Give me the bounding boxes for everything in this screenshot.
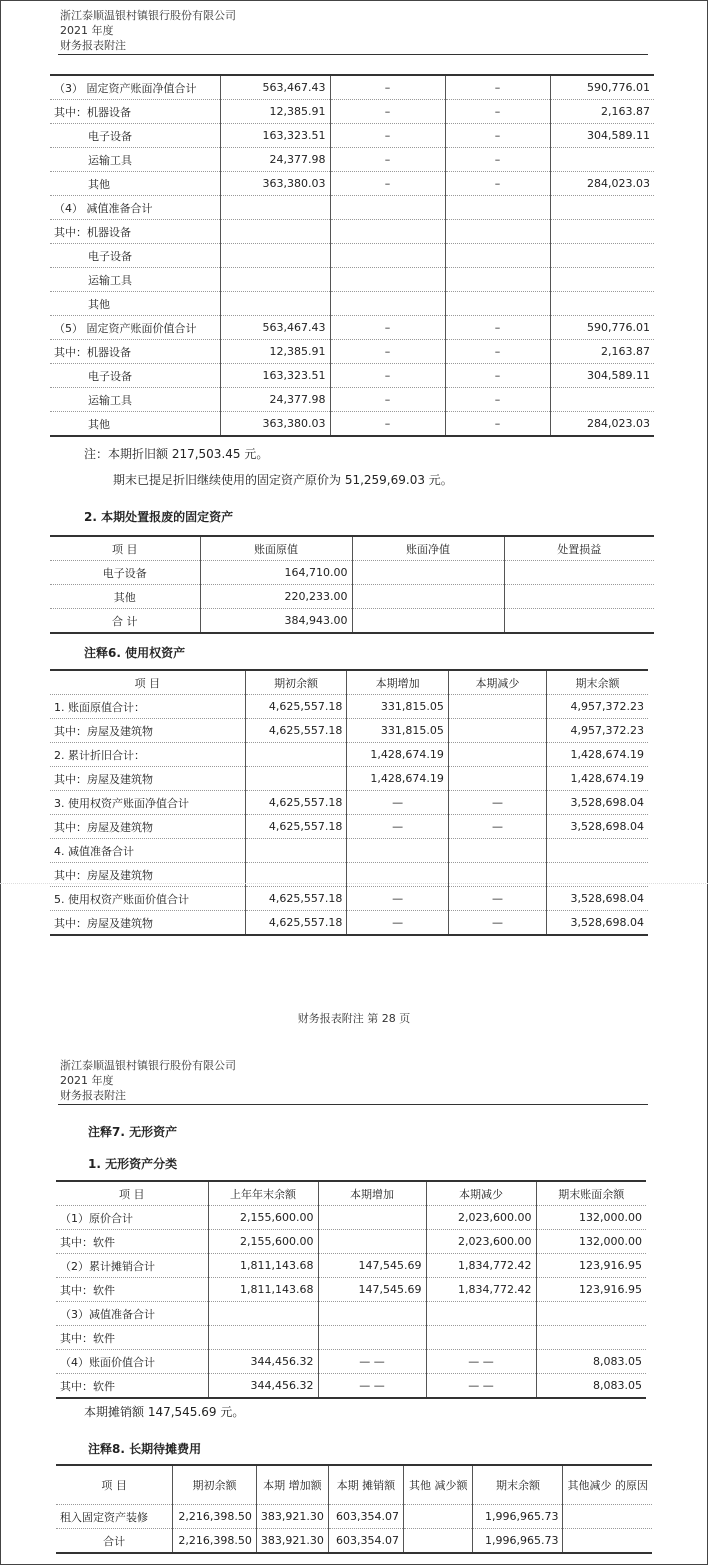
row-label: 其中：房屋及建筑物 [50,719,245,743]
table-cell: 132,000.00 [536,1230,646,1254]
table-cell [504,609,654,634]
table-cell [403,1505,472,1529]
table-row [50,695,648,719]
table-cell [448,767,546,791]
column-header: 其他减少 的原因 [563,1465,652,1505]
table-cell [245,767,347,791]
table-cell [352,609,504,634]
row-label: 其他 [50,412,220,437]
table-cell [547,839,648,863]
table-cell: — — [318,1374,426,1399]
company-name-2: 浙江泰顺温银村镇银行股份有限公司 [60,1059,236,1072]
table-cell [426,1326,536,1350]
table-cell [403,1529,472,1554]
table-row [50,100,654,124]
page-footer: 财务报表附注 第 28 页 [297,1012,411,1025]
table-cell: – [330,340,445,364]
table-row [50,609,654,634]
table-cell: 1,996,965.73 [473,1505,563,1529]
table-cell: 4,625,557.18 [245,887,347,911]
table-cell [448,695,546,719]
header-row [56,1465,652,1505]
table-cell: – [445,340,550,364]
table-cell: 284,023.03 [550,172,654,196]
header-row [50,670,648,695]
table-cell: – [445,388,550,412]
row-label: 其中：软件 [56,1278,208,1302]
header-row [50,536,654,561]
row-label: 其中：机器设备 [50,340,220,364]
table-cell: 1,428,674.19 [347,743,449,767]
table-row [50,75,654,100]
column-header: 本期增加 [347,670,449,695]
table-cell: 2,216,398.50 [173,1529,257,1554]
table-row [56,1230,646,1254]
table-cell: 363,380.03 [220,172,330,196]
table-cell: – [330,316,445,340]
table-cell: — [347,815,449,839]
row-label: 其他 [50,172,220,196]
table-cell: 164,710.00 [200,561,352,585]
table-cell: — [448,911,546,936]
column-header: 本期增加 [318,1181,426,1206]
table-cell: — — [426,1374,536,1399]
table-row [56,1326,646,1350]
row-label: 电子设备 [50,364,220,388]
table-cell: 4,625,557.18 [245,791,347,815]
table-cell: 383,921.30 [256,1529,328,1554]
table-cell: 8,083.05 [536,1374,646,1399]
right-of-use-heading: 注释6. 使用权资产 [84,646,186,660]
table-cell [550,388,654,412]
table-row [50,148,654,172]
column-header: 项 目 [50,670,245,695]
table-cell: – [330,148,445,172]
column-header: 项 目 [56,1181,208,1206]
intangible-class-heading: 1. 无形资产分类 [88,1157,178,1171]
table-row [50,743,648,767]
table-cell: 590,776.01 [550,316,654,340]
intangible-heading: 注释7. 无形资产 [88,1125,178,1139]
table-cell: — [448,887,546,911]
table-cell: 24,377.98 [220,388,330,412]
table-cell: 220,233.00 [200,585,352,609]
table-cell: – [445,316,550,340]
table-row [50,340,654,364]
table-cell [352,561,504,585]
row-label: 其中：软件 [56,1230,208,1254]
table-cell: 3,528,698.04 [547,911,648,936]
column-header: 项 目 [50,536,200,561]
table-cell [550,268,654,292]
table-cell: – [445,124,550,148]
table-cell: 363,380.03 [220,412,330,437]
header-rule [58,54,648,55]
table-cell: – [445,412,550,437]
report-year: 2021 年度 [60,24,114,37]
column-header: 期末账面余额 [536,1181,646,1206]
table-row [50,561,654,585]
table-cell [220,220,330,244]
table-cell: 3,528,698.04 [547,815,648,839]
table-cell [318,1206,426,1230]
column-header: 本期减少 [448,670,546,695]
table-cell: 563,467.43 [220,75,330,100]
table-cell [330,220,445,244]
table-cell: 1,428,674.19 [347,767,449,791]
long-term-prepaid-table [56,1464,652,1554]
table-cell [208,1302,318,1326]
table-cell [318,1302,426,1326]
table-cell: 383,921.30 [256,1505,328,1529]
row-label: 1. 账面原值合计： [50,695,245,719]
table-cell [550,196,654,220]
table-cell: 603,354.07 [328,1505,403,1529]
column-header: 期初余额 [245,670,347,695]
page-break [0,883,708,884]
fully-depreciated-note: 期末已提足折旧继续使用的固定资产原价为 51,259,69.03 元。 [113,473,453,487]
table-cell: – [330,172,445,196]
table-cell [550,292,654,316]
table-cell: — [448,815,546,839]
table-cell [220,196,330,220]
row-label: 其他 [50,585,200,609]
table-cell: – [445,172,550,196]
table-row [56,1374,646,1399]
table-cell: – [330,100,445,124]
table-cell [550,220,654,244]
row-label: 租入固定资产装修 [56,1505,173,1529]
table-cell: – [330,124,445,148]
row-label: 合 计 [50,609,200,634]
table-cell: 147,545.69 [318,1254,426,1278]
row-label: 电子设备 [50,124,220,148]
table-cell [448,839,546,863]
table-row [56,1505,652,1529]
table-cell [426,1302,536,1326]
table-cell: 284,023.03 [550,412,654,437]
table-cell: 4,957,372.23 [547,719,648,743]
table-row [50,412,654,437]
column-header: 处置损益 [504,536,654,561]
table-cell: 304,589.11 [550,124,654,148]
table-cell: – [445,148,550,172]
table-cell: 563,467.43 [220,316,330,340]
table-cell: 603,354.07 [328,1529,403,1554]
column-header: 期初余额 [173,1465,257,1505]
table-cell [245,839,347,863]
row-label: （3）减值准备合计 [56,1302,208,1326]
table-row [50,585,654,609]
report-year-2: 2021 年度 [60,1074,114,1087]
table-cell [220,292,330,316]
table-row [56,1529,652,1554]
header-rule-2 [58,1104,648,1105]
column-header: 期末余额 [547,670,648,695]
row-label: 运输工具 [50,268,220,292]
row-label: 运输工具 [50,388,220,412]
table-cell [208,1326,318,1350]
table-row [50,791,648,815]
row-label: 电子设备 [50,244,220,268]
row-label: （4）账面价值合计 [56,1350,208,1374]
table-cell: 1,834,772.42 [426,1254,536,1278]
row-label: 合计 [56,1529,173,1554]
column-header: 项 目 [56,1465,173,1505]
table-cell: 12,385.91 [220,340,330,364]
amortization-note: 本期摊销额 147,545.69 元。 [84,1405,245,1419]
right-of-use-table [50,669,648,936]
table-row [56,1254,646,1278]
table-cell [445,268,550,292]
row-label: 其中：房屋及建筑物 [50,911,245,936]
column-header: 上年年末余额 [208,1181,318,1206]
row-label: 电子设备 [50,561,200,585]
table-cell: 123,916.95 [536,1254,646,1278]
row-label: 4. 减值准备合计 [50,839,245,863]
table-cell [352,585,504,609]
table-row [50,244,654,268]
table-row [56,1278,646,1302]
row-label: 其中：机器设备 [50,220,220,244]
table-cell: 163,323.51 [220,124,330,148]
row-label: 其他 [50,292,220,316]
table-cell: — — [318,1350,426,1374]
table-row [50,196,654,220]
row-label: （1）原价合计 [56,1206,208,1230]
row-label: （5） 固定资产账面价值合计 [50,316,220,340]
table-cell: 1,811,143.68 [208,1278,318,1302]
table-cell [563,1529,652,1554]
table-cell: 4,625,557.18 [245,719,347,743]
table-row [56,1206,646,1230]
table-cell: — — [426,1350,536,1374]
table-cell: 2,163.87 [550,100,654,124]
table-cell: 4,625,557.18 [245,815,347,839]
long-term-prepaid-heading: 注释8. 长期待摊费用 [88,1442,202,1456]
doc-title-2: 财务报表附注 [60,1089,126,1102]
disposal-table [50,535,654,634]
row-label: （4） 减值准备合计 [50,196,220,220]
depreciation-note: 注：本期折旧额 217,503.45 元。 [84,447,269,461]
table-cell [448,743,546,767]
fixed-asset-table [50,74,654,437]
table-cell: 3,528,698.04 [547,791,648,815]
table-row [50,839,648,863]
table-cell: 304,589.11 [550,364,654,388]
table-row [50,719,648,743]
row-label: 其中：机器设备 [50,100,220,124]
table-cell: 2,216,398.50 [173,1505,257,1529]
column-header: 账面原值 [200,536,352,561]
table-row [50,388,654,412]
table-cell: – [445,364,550,388]
table-row [50,316,654,340]
column-header: 账面净值 [352,536,504,561]
table-cell: — [448,791,546,815]
table-cell: 147,545.69 [318,1278,426,1302]
table-cell: 3,528,698.04 [547,887,648,911]
table-cell: 344,456.32 [208,1350,318,1374]
table-cell: 2,155,600.00 [208,1230,318,1254]
table-cell [550,148,654,172]
row-label: 其中：软件 [56,1326,208,1350]
page-header-2 [60,1058,236,1103]
intangible-table [56,1180,646,1399]
table-row [50,292,654,316]
table-cell [504,561,654,585]
column-header: 本期 摊销额 [328,1465,403,1505]
table-cell: 4,625,557.18 [245,695,347,719]
table-cell: — [347,887,449,911]
table-cell: 123,916.95 [536,1278,646,1302]
table-cell: – [330,75,445,100]
table-cell [504,585,654,609]
table-cell [563,1505,652,1529]
table-cell: – [330,388,445,412]
table-cell: — [347,911,449,936]
table-cell: 4,625,557.18 [245,911,347,936]
row-label: （3） 固定资产账面净值合计 [50,75,220,100]
disposal-heading: 2. 本期处置报废的固定资产 [84,510,234,524]
row-label: 其中：房屋及建筑物 [50,863,245,887]
table-cell [220,244,330,268]
column-header: 本期 增加额 [256,1465,328,1505]
row-label: （2）累计摊销合计 [56,1254,208,1278]
row-label: 3. 使用权资产账面净值合计 [50,791,245,815]
column-header: 其他 减少额 [403,1465,472,1505]
row-label: 其中：房屋及建筑物 [50,767,245,791]
table-cell: 1,996,965.73 [473,1529,563,1554]
table-cell: 344,456.32 [208,1374,318,1399]
table-cell: 384,943.00 [200,609,352,634]
row-label: 5. 使用权资产账面价值合计 [50,887,245,911]
table-cell [318,1326,426,1350]
table-row [50,124,654,148]
table-cell: 4,957,372.23 [547,695,648,719]
table-cell: 132,000.00 [536,1206,646,1230]
table-cell [318,1230,426,1254]
table-cell: 1,428,674.19 [547,767,648,791]
table-row [50,364,654,388]
table-cell [445,244,550,268]
table-cell: 163,323.51 [220,364,330,388]
table-cell [330,196,445,220]
table-row [50,815,648,839]
table-cell [220,268,330,292]
company-name: 浙江泰顺温银村镇银行股份有限公司 [60,9,236,22]
table-cell: 2,023,600.00 [426,1206,536,1230]
table-cell: — [347,791,449,815]
table-cell [448,719,546,743]
table-cell [245,743,347,767]
table-row [50,220,654,244]
table-row [50,268,654,292]
table-cell [550,244,654,268]
table-cell [445,196,550,220]
table-cell: 1,428,674.19 [547,743,648,767]
table-row [50,767,648,791]
table-cell: – [330,364,445,388]
table-cell: 8,083.05 [536,1350,646,1374]
table-cell [536,1302,646,1326]
table-cell: 2,163.87 [550,340,654,364]
table-cell: 331,815.05 [347,719,449,743]
page-header [60,8,236,53]
table-cell [445,220,550,244]
table-cell [536,1326,646,1350]
table-row [50,911,648,936]
column-header: 本期减少 [426,1181,536,1206]
column-header: 期末余额 [473,1465,563,1505]
table-cell [347,839,449,863]
table-cell: 590,776.01 [550,75,654,100]
table-cell: – [445,75,550,100]
table-cell: 12,385.91 [220,100,330,124]
doc-title: 财务报表附注 [60,39,126,52]
table-cell: 24,377.98 [220,148,330,172]
row-label: 2. 累计折旧合计： [50,743,245,767]
row-label: 其中：房屋及建筑物 [50,815,245,839]
table-cell: 1,811,143.68 [208,1254,318,1278]
row-label: 其中：软件 [56,1374,208,1399]
table-row [56,1350,646,1374]
table-row [50,172,654,196]
table-row [50,887,648,911]
row-label: 运输工具 [50,148,220,172]
table-cell: – [445,100,550,124]
table-row [56,1302,646,1326]
table-cell [330,268,445,292]
table-cell: 1,834,772.42 [426,1278,536,1302]
header-row [56,1181,646,1206]
table-cell [330,244,445,268]
table-cell [330,292,445,316]
table-cell [445,292,550,316]
table-cell: – [330,412,445,437]
table-cell: 2,023,600.00 [426,1230,536,1254]
table-cell: 2,155,600.00 [208,1206,318,1230]
table-cell: 331,815.05 [347,695,449,719]
